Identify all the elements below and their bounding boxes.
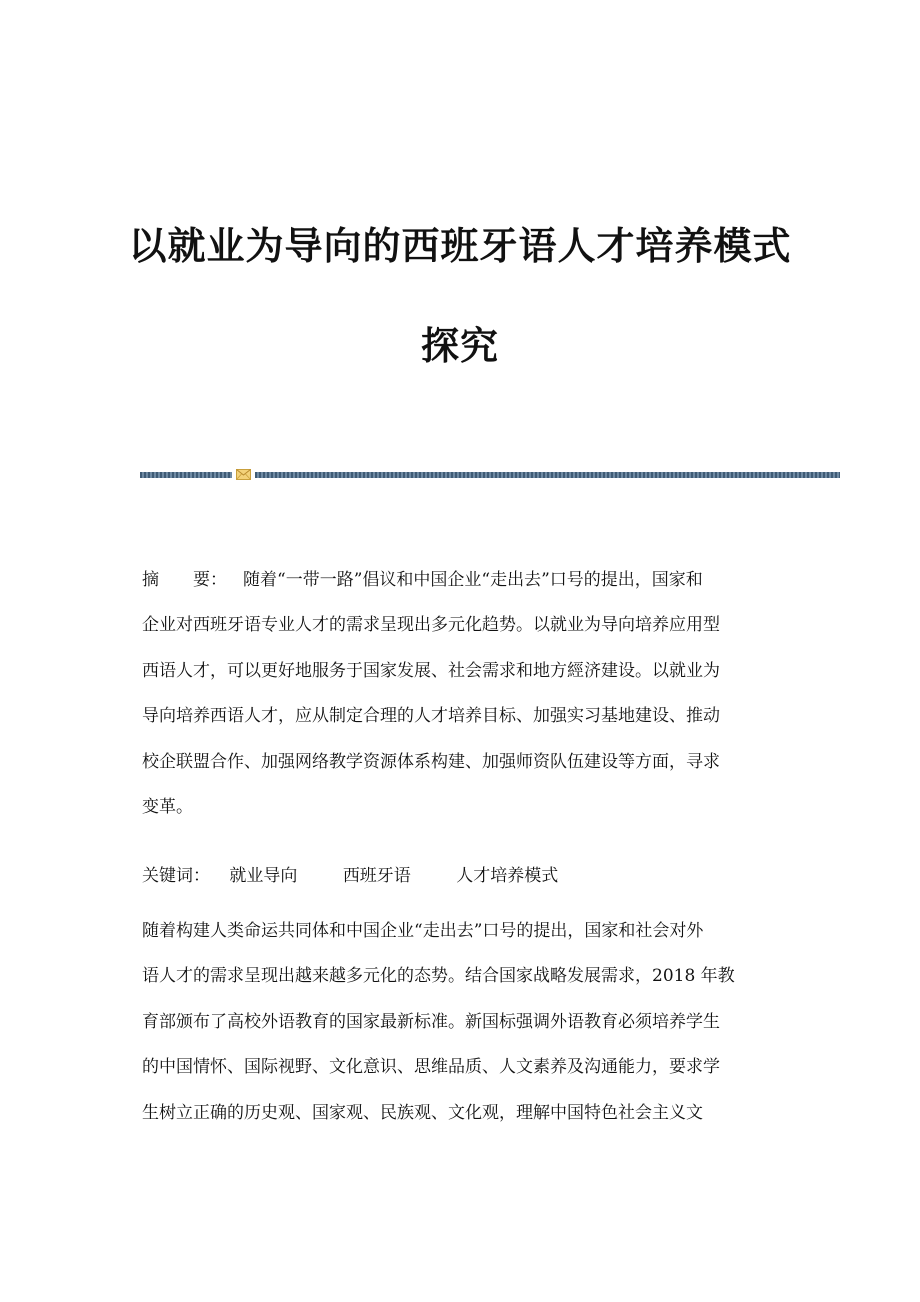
abstract-line: 导向培养西语人才，应从制定合理的人才培养目标、加强实习基地建设、推动 [142, 706, 720, 727]
body-line: 的中国情怀、国际视野、文化意识、思维品质、人文素养及沟通能力，要求学 [142, 1057, 720, 1078]
keyword-item: 西班牙语 [342, 866, 411, 886]
body-line: 随着构建人类命运共同体和中国企业“走出去”口号的提出，国家和社会对外 [142, 921, 704, 941]
document-title-line-2: 探究 [420, 323, 499, 368]
keywords-label: 关键词： [142, 866, 210, 886]
abstract-line: 校企联盟合作、加强网络教学资源体系构建、加强师资队伍建设等方面，寻求 [142, 751, 720, 772]
abstract-line: 企业对西班牙语专业人才的需求呈现出多元化趋势。以就业为导向培养应用型 [142, 615, 720, 636]
title-divider [140, 471, 840, 479]
divider-bar-right [255, 472, 840, 478]
document-title-line-1: 以就业为导向的西班牙语人才培养模式 [128, 223, 792, 268]
keyword-item: 人才培养模式 [456, 866, 559, 886]
abstract-line: 变革。 [142, 797, 193, 818]
abstract-label: 摘 要： [142, 570, 227, 590]
abstract [142, 558, 782, 830]
abstract-line: 摘 要： 随着“一带一路”倡议和中国企业“走出去”口号的提出，国家和 [142, 558, 782, 603]
body-line: 生树立正确的历史观、国家观、民族观、文化观，理解中国特色社会主义文 [142, 1102, 703, 1123]
body-line: 语人才的需求呈现出越来越多元化的态势。结合国家战略发展需求，2018 年教 [142, 966, 735, 987]
body-paragraph [142, 909, 782, 1136]
keyword-item: 就业导向 [229, 866, 298, 886]
divider-bar-left [140, 472, 232, 478]
body-line: 育部颁布了高校外语教育的国家最新标准。新国标强调外语教育必须培养学生 [142, 1011, 720, 1032]
envelope-ornament-icon [236, 469, 251, 480]
keywords [142, 854, 598, 899]
abstract-line: 西语人才，可以更好地服务于国家发展、社会需求和地方經济建设。以就业为 [142, 660, 720, 681]
